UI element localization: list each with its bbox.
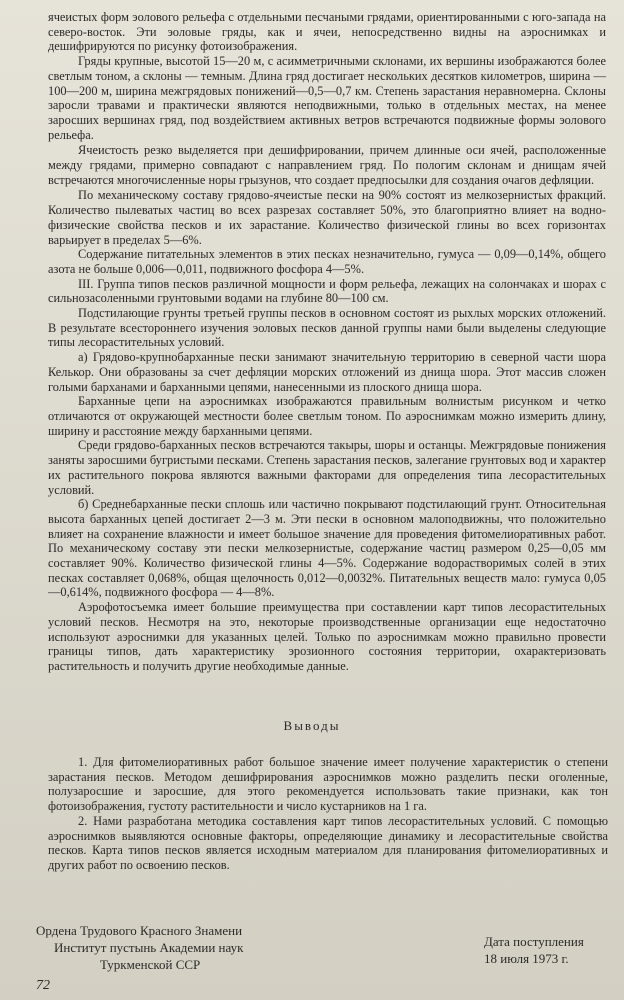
paragraph: Подстилающие грунты третьей группы песков в основном состоят из рыхлых морских отложений. В результате всестороннего изучения эоловых песков данной группы нами были выделены следующие типы лесорастительных условий. [48,306,606,350]
received-label: Дата поступления [484,934,584,949]
paragraph: а) Грядово-крупнобарханные пески занимают значительную территорию в северной части шора Келькор. Они образованы за счет дефляции морских отложений из днища шора. Этот массив сложен голыми барханами и барханными цепями, нанесенными из плоского днища шора. [48,350,606,394]
paragraph: Барханные цепи на аэроснимках изображаются правильным волнистым рисунком и четко отличаются от окружающей местности более светлым тоном. По аэроснимкам можно измерить длину, ширину и расстояние между барханными цепями. [48,394,606,438]
paragraph: Гряды крупные, высотой 15—20 м, с асимметричными склонами, их вершины изображаются более светлым тоном, а склоны — темным. Длина гряд достигает нескольких десятков километров, ширина — 100—200 м, ширина межгрядовых понижений—0,5—0,7 км. Степень зарастания неравномерна. Склоны заросли травами и практически являются неподвижными, только в отдельных местах, на менее заросших вершинах гряд, под воздействием активных ветров встречаются подвижные формы эолового рельефа. [48,54,606,142]
paragraph: Содержание питательных элементов в этих песках незначительно, гумуса — 0,09—0,14%, общего азота не больше 0,006—0,011, подвижного фосфора 4—5%. [48,247,606,276]
paragraph: По механическому составу грядово-ячеистые пески на 90% состоят из мелкозернистых фракций. Количество пылеватых частиц во всех разрезах составляет 50%, это благоприятно влияет на водно-физические свойства песков и их зарастание. Количество физической глины во всех горизонтах варьирует в пределах 5—6%. [48,188,606,247]
conclusion-item: 1. Для фитомелиоративных работ большое значение имеет получение характеристик о степени зарастания песков. Методом дешифрирования аэроснимков можно разделить пески оголенные, полузаросшие и заросшие, для этого рекомендуется использовать такие признаки, как тон фотоизображения, густоту растительности и число кустарников на 1 га. [48,755,608,814]
article-body [48,10,606,674]
conclusions-list [48,755,608,873]
received-date [484,933,584,967]
author-affiliation [36,922,243,973]
affiliation-line: Ордена Трудового Красного Знамени [36,923,243,938]
conclusion-item: 2. Нами разработана методика составления карт типов лесорастительных условий. С помощью аэроснимков выявляются основные факторы, определяющие динамику и лесорастительные свойства песков. Карта типов песков является исходным материалом для планирования фитомелиоративных и других работ по освоению песков. [48,813,608,872]
section-heading-paragraph: III. Группа типов песков различной мощности и форм рельефа, лежащих на солончаках и шорах с сильнозасоленными грунтовыми водами на глубине 80—100 см. [48,276,606,306]
received-value: 18 июля 1973 г. [484,951,569,966]
page-number: 72 [36,978,50,993]
paragraph: б) Среднебарханные пески сплошь или частично покрывают подстилающий грунт. Относительная высота барханных цепей достигает 2—3 м. Эти пески в основном малоподвижны, что положительно влияет на сохранение влажности и имеет большое значение для проведения фитомелиоративных работ. По механическому составу эти пески мелкозернистые, содержание частиц размером 0,25—0,05 мм составляет 90%. Количество физической глины 4—5%. Содержание водорастворимых солей в этих песках составляет 0,068%, общая щелочность 0,012—0,0032%. Питательных веществ мало: гумуса 0,05—0,614%, подвижного фосфора — 4—8%. [48,497,606,600]
affiliation-line: Институт пустынь Академии наук [54,940,244,955]
conclusions-title: Выводы [283,718,341,733]
affiliation-line: Туркменской ССР [100,957,201,972]
paragraph: Среди грядово-барханных песков встречаются такыры, шоры и останцы. Межгрядовые понижения заняты заросшими бугристыми песками. Степень зарастания песков, залегание грунтовых вод и характер их растительного покрова являются важными факторами для определения типа лесорастительных условий. [48,438,606,497]
paragraph: ячеистых форм эолового рельефа с отдельными песчаными грядами, ориентированными с юго-запада на северо-восток. Эти эоловые гряды, как и ячеи, непосредственно видны на аэроснимках и дешифрируются по рисунку фотоизображения. [48,10,606,54]
paragraph: Аэрофотосъемка имеет большие преимущества при составлении карт типов лесорастительных условий песков. Несмотря на это, некоторые производственные организации еще недостаточно используют аэроснимки для указанных целей. Только по аэроснимкам можно правильно провести границы типов, дать характеристику эрозионного состояния территории, охарактеризовать растительность и получить другие необходимые данные. [48,600,606,673]
paragraph: Ячеистость резко выделяется при дешифрировании, причем длинные оси ячей, расположенные между грядами, примерно совпадают с направлением гряд. По пологим склонам и днищам ячей встречаются многочисленные норы грызунов, что создает предпосылки для создания очагов дефляции. [48,143,606,187]
